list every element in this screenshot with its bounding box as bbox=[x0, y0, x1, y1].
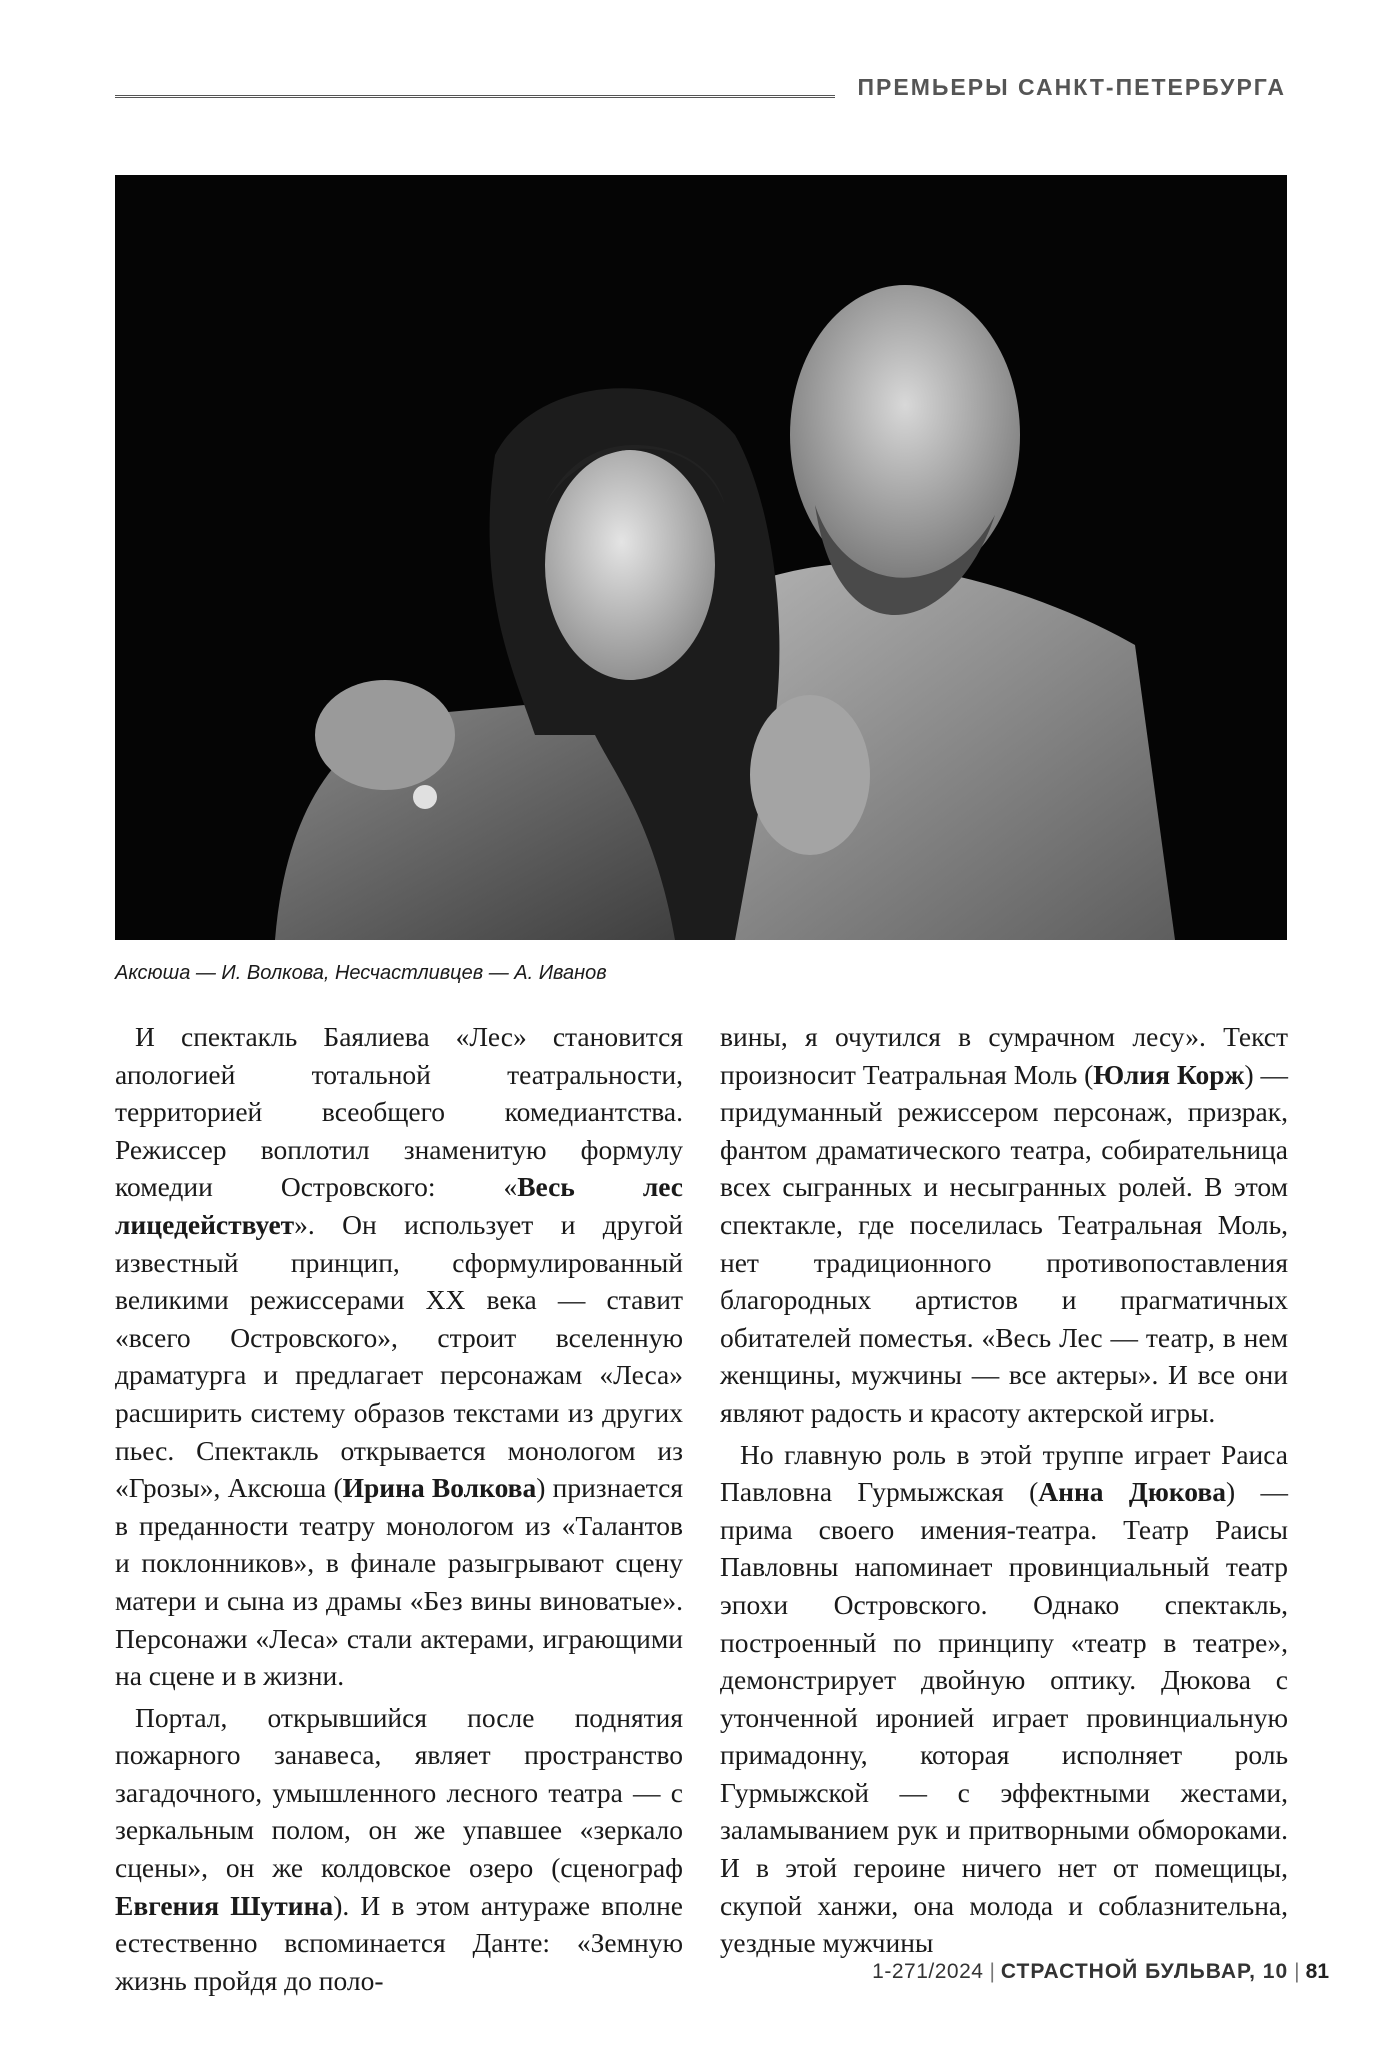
section-title: ПРЕМЬЕРЫ САНКТ-ПЕТЕРБУРГА bbox=[857, 74, 1286, 100]
stage-photo bbox=[115, 175, 1287, 940]
paragraph bbox=[720, 1436, 1288, 1962]
header-rule bbox=[115, 95, 835, 98]
footer-separator: | bbox=[1294, 1960, 1300, 1983]
text-run: ) — прима своего имения-театра. Театр Раисы Павловны напоминает провинциальный театр эпохи Островского. Однако спектакль, построенный по принципу «театр в театре», демонстрирует двойную оптику. Дюкова с утонченной иронией играет провинциальную примадонну, которая исполняет роль Гурмыжской — с эффектными жестами, заламыванием рук и притворными обмороками. И в этой героине ничего нет от помещицы, скупой ханжи, она молода и соблазнительна, уездные мужчины bbox=[720, 1476, 1288, 1959]
text-run: ) — придуманный режиссером персонаж, призрак, фантом драматического театра, собирательница всех сыгранных и несыгранных ролей. В этом спектакле, где поселилась Театральная Моль, нет традиционного противопоставления благородных артистов и прагматичных обитателей поместья. «Весь Лес — театр, в нем женщины, мужчины — все актеры». И все они являют радость и красоту актерской игры. bbox=[720, 1058, 1288, 1428]
paragraph bbox=[720, 1018, 1288, 1432]
text-run: Портал, открывшийся после поднятия пожарного занавеса, являет пространство загадочного, умышленного лесного театра — с зеркальным полом, он же упавшее «зеркало сцены», он же колдовское озеро (сценограф bbox=[115, 1701, 683, 1884]
credited-name: Евгения Шутина bbox=[115, 1889, 334, 1921]
text-run: Но главную роль в этой труппе играет Раиса Павловна Гурмыжская ( bbox=[720, 1438, 1288, 1508]
text-run: И спектакль Баялиева «Лес» становится апологией тотальной театральности, территорией всеобщего комедиантства. Режиссер воплотил знаменитую формулу комедии Островского: « bbox=[115, 1021, 683, 1203]
footer-separator: | bbox=[989, 1960, 995, 1983]
page-footer bbox=[872, 1960, 1329, 1984]
page-number: 81 bbox=[1305, 1960, 1329, 1983]
paragraph bbox=[115, 1699, 683, 2000]
text-run: ». Он использует и другой известный принцип, сформулированный великими режиссерами XX века — ставит «всего Островского», строит вселенную драматурга и предлагает персонажам «Леса» расширить систему образов текстами из других пьес. Спектакль открывается монологом из «Грозы», Аксюша ( bbox=[115, 1208, 683, 1504]
article-column-right bbox=[720, 1018, 1288, 1962]
article-column-left bbox=[115, 1018, 683, 1999]
credited-name: Ирина Волкова bbox=[342, 1472, 537, 1504]
photo-caption: Аксюша — И. Волкова, Несчастливцев — А. Иванов bbox=[115, 962, 607, 984]
magazine-title: СТРАСТНОЙ БУЛЬВАР, 10 bbox=[1000, 1960, 1289, 1983]
paragraph bbox=[115, 1018, 683, 1695]
text-run: ) признается в преданности театру монологом из «Талантов и поклонников», в финале разыгрывают сцену матери и сына из драмы «Без вины виноватые». Персонажи «Леса» стали актерами, играющими на сцене и в жизни. bbox=[115, 1472, 683, 1692]
credited-name: Анна Дюкова bbox=[1038, 1476, 1226, 1508]
text-run: вины, я очутился в сумрачном лесу». Текст произносит Театральная Моль ( bbox=[720, 1021, 1288, 1090]
credited-name: Юлия Корж bbox=[1093, 1058, 1245, 1090]
text-run: ). И в этом антураже вполне естественно вспоминается Данте: «Земную жизнь пройдя до поло- bbox=[115, 1889, 683, 1996]
credited-name: Весь лес лицедействует bbox=[115, 1171, 684, 1240]
issue-number: 1-271/2024 bbox=[872, 1960, 984, 1983]
